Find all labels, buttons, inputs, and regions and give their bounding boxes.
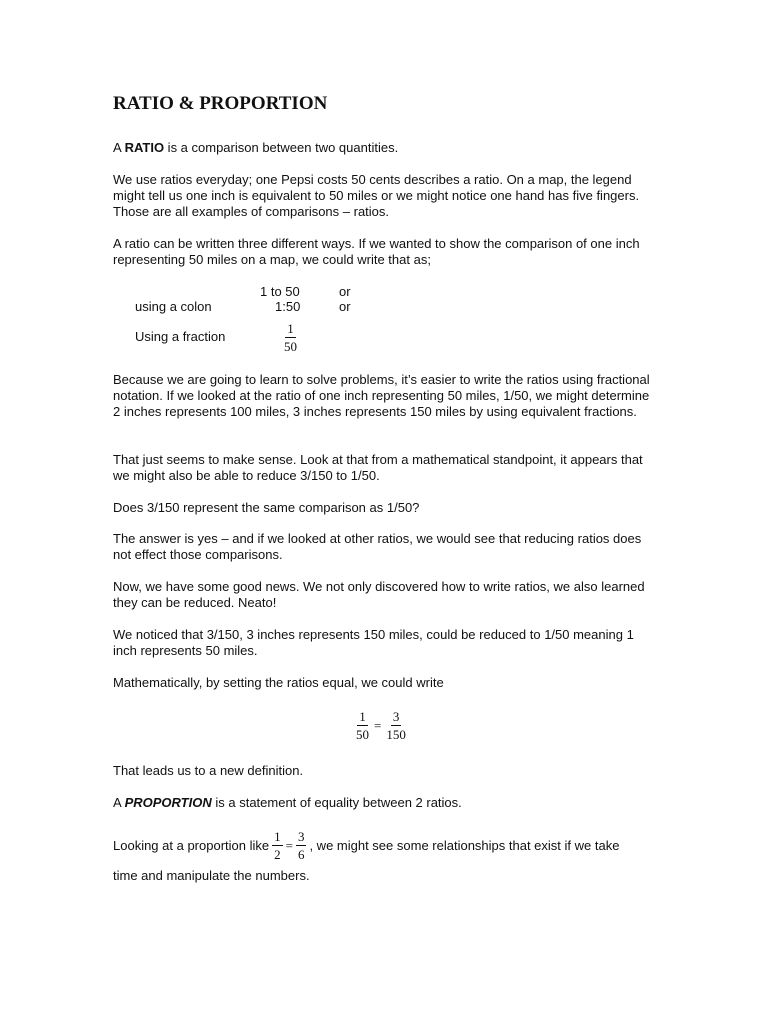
equation-ratios-equal: [354, 709, 408, 742]
colon-notation: 1:50: [275, 299, 301, 314]
fraction-label: Using a fraction: [135, 329, 226, 344]
fraction: [354, 709, 371, 742]
proportion-definition-pre: A: [113, 795, 125, 810]
ratio-term: RATIO: [124, 140, 165, 155]
fraction-denominator: 50: [284, 339, 297, 354]
proportion-term: PROPORTION: [124, 795, 212, 810]
paragraph-everyday-ratios: We use ratios everyday; one Pepsi costs 50 cents describes a ratio. On a map, the legend might tell us one inch is equivalent to 50 miles or we might notice one hand has five fingers. Those are all examples of comparisons – ratios.: [113, 172, 640, 219]
proportion-definition: [113, 795, 658, 811]
fraction: [296, 829, 307, 862]
paragraph-answer: The answer is yes – and if we looked at other ratios, we would see that reducing ratios does not effect those comparisons.: [113, 531, 642, 562]
or-connector: or: [339, 299, 351, 314]
proportion-definition-post: is a statement of equality between 2 ratios.: [211, 795, 462, 810]
fraction-numerator: 1: [274, 829, 281, 844]
fraction-numerator: 1: [287, 321, 294, 336]
ratio-definition: [113, 140, 658, 156]
paragraph-question: Does 3/150 represent the same comparison as 1/50?: [113, 500, 420, 515]
fraction-denominator: 6: [297, 847, 305, 862]
paragraph-new-definition: That leads us to a new definition.: [113, 763, 304, 778]
ratio-definition-post: is a comparison between two quantities.: [164, 140, 399, 155]
equals-sign: =: [285, 837, 293, 853]
colon-label: using a colon: [135, 299, 212, 314]
page-title: RATIO & PROPORTION: [113, 93, 328, 114]
proportion-closing-line: time and manipulate the numbers.: [113, 868, 310, 883]
paragraph-good-news: Now, we have some good news. We not only discovered how to write ratios, we also learned they can be reduced. Neato!: [113, 579, 645, 610]
fraction: [282, 321, 299, 354]
or-connector: or: [339, 284, 351, 299]
fraction-notation: [282, 321, 299, 354]
fraction-denominator: 50: [356, 727, 369, 742]
proportion-continuation-text: , we might see some relationships that exist if we take: [309, 837, 620, 853]
fraction: [272, 829, 283, 862]
equals-sign: =: [374, 717, 382, 733]
paragraph-reduced: We noticed that 3/150, 3 inches represents 150 miles, could be reduced to 1/50 meaning 1 inch represents 50 miles.: [113, 627, 634, 658]
paragraph-fractional-notation: Because we are going to learn to solve problems, it’s easier to write the ratios using fractional notation. If we looked at the ratio of one inch representing 50 miles, 1/50, we might determine 2 inches represents 100 miles, 3 inches represents 150 miles by using equivalent fractions.: [113, 372, 650, 419]
fraction-denominator: 150: [386, 727, 406, 742]
paragraph-three-ways: A ratio can be written three different ways. If we wanted to show the comparison of one inch representing 50 miles on a map, we could write that as;: [113, 236, 640, 267]
fraction-denominator: 2: [274, 847, 281, 862]
to-notation: 1 to 50: [260, 284, 300, 299]
paragraph-makes-sense: That just seems to make sense. Look at that from a mathematical standpoint, it appears that we might also be able to reduce 3/150 to 1/50.: [113, 452, 643, 483]
fraction-numerator: 3: [297, 829, 305, 844]
fraction-numerator: 1: [359, 709, 366, 724]
proportion-intro-text: Looking at a proportion like: [113, 837, 270, 853]
fraction: [384, 709, 408, 742]
ratio-definition-pre: A: [113, 140, 125, 155]
paragraph-looking-at-proportion: [113, 829, 658, 862]
paragraph-mathematically: Mathematically, by setting the ratios equal, we could write: [113, 675, 444, 690]
fraction-numerator: 3: [392, 709, 400, 724]
